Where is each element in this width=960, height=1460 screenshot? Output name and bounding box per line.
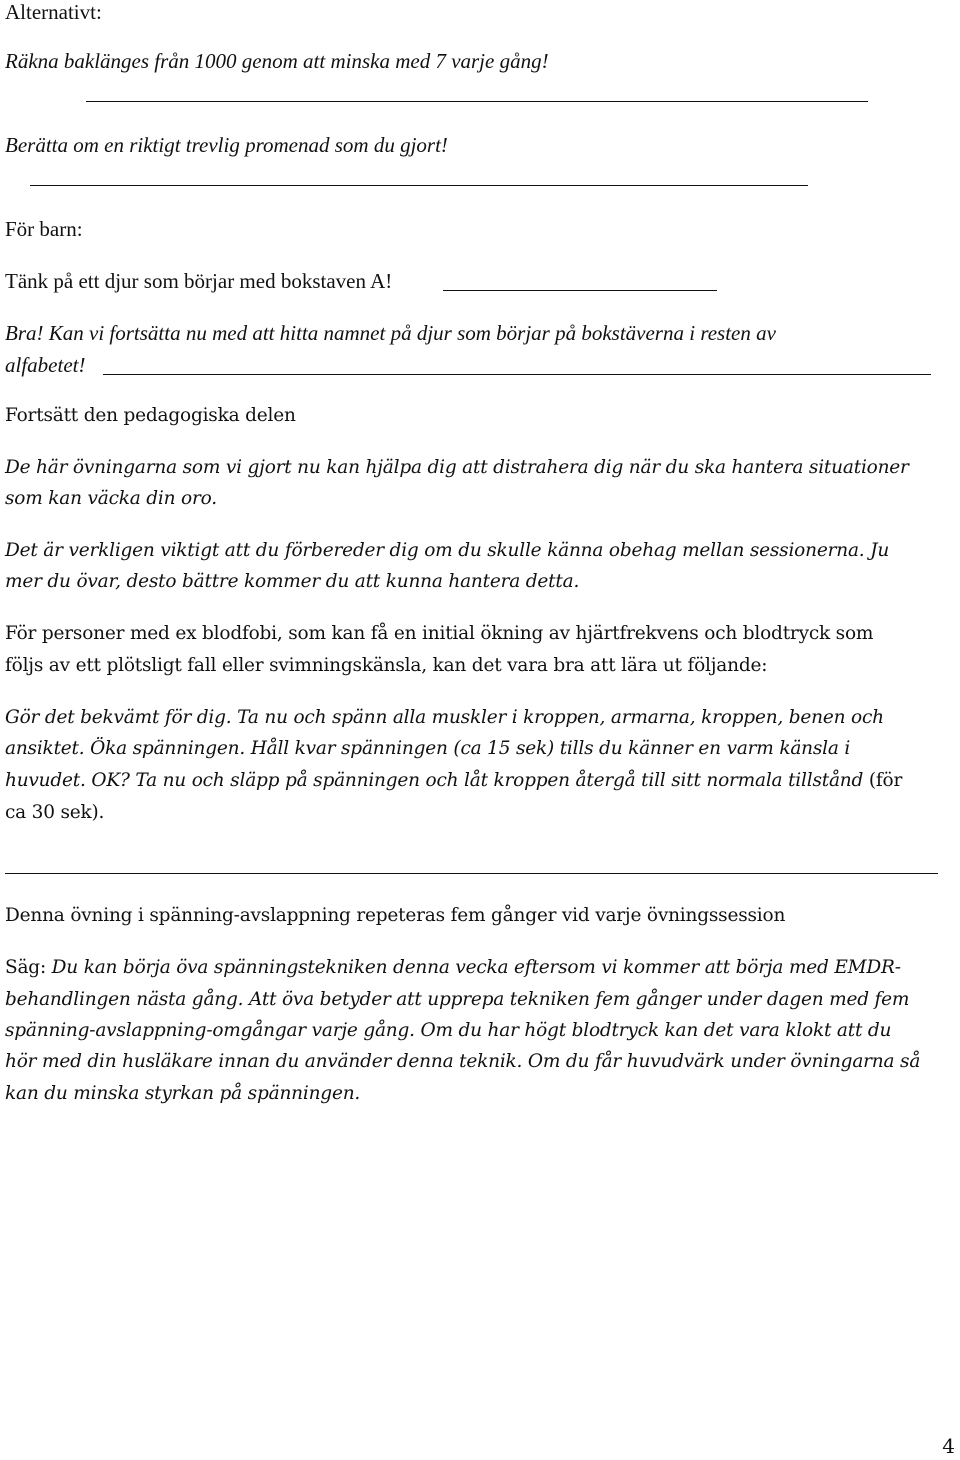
heading-for-barn: För barn: [5,217,83,241]
page-number: 4 [942,1434,955,1458]
say-line2: behandlingen nästa gång. Att öva betyder att upprepa tekniken fem gånger under dagen med fem [5,989,910,1010]
answer-line [443,290,717,291]
say-line1-text: Du kan börja öva spänningstekniken denna vecka eftersom vi kommer att börja med EMDR- [51,957,901,978]
prompt-animal-a: Tänk på ett djur som börjar med bokstaven A! [5,269,393,293]
say-label: Säg: [5,957,52,978]
say-line1 [5,952,901,984]
heading-alternativt: Alternativt: [5,0,102,24]
instruction-tension-line1: Gör det bekvämt för dig. Ta nu och spänn alla muskler i kroppen, armarna, kroppen, benen och [5,707,884,728]
paragraph-bloodphobia-line2: följs av ett plötsligt fall eller svimningskänsla, kan det vara bra att lära ut följande: [5,655,768,676]
say-line3: spänning-avslappning-omgångar varje gång. Om du har högt blodtryck kan det vara klokt att du [5,1020,892,1041]
paragraph-prepare-line1: Det är verkligen viktigt att du förbereder dig om du skulle känna obehag mellan sessionerna. Ju [5,540,890,561]
say-line4: hör med din husläkare innan du använder denna teknik. Om du får huvudvärk under övningarna så [5,1051,921,1072]
section-heading-pedagogical: Fortsätt den pedagogiska delen [5,405,296,426]
instruction-tension-line3-italic: huvudet. OK? Ta nu och släpp på spänningen och låt kroppen återgå till sitt normala tillstånd [5,770,864,791]
instruction-tension-line3 [5,765,902,797]
answer-line [30,185,808,186]
separator-line [5,873,938,874]
paragraph-distract-line2: som kan väcka din oro. [5,488,217,509]
prompt-alphabet-line1: Bra! Kan vi fortsätta nu med att hitta namnet på djur som börjar på bokstäverna i resten av [5,321,776,345]
paragraph-bloodphobia-line1: För personer med ex blodfobi, som kan få en initial ökning av hjärtfrekvens och blodtryck som [5,623,874,644]
prompt-alphabet-line2: alfabetet! [5,353,86,377]
paragraph-repeat: Denna övning i spänning-avslappning repeteras fem gånger vid varje övningssession [5,905,786,926]
instruction-tension-line2: ansiktet. Öka spänningen. Håll kvar spänningen (ca 15 sek) tills du känner en varm känsla i [5,738,851,759]
paragraph-distract-line1: De här övningarna som vi gjort nu kan hjälpa dig att distrahera dig när du ska hantera situationer [5,457,909,478]
answer-line [86,101,868,102]
instruction-tension-line3-rest: (för [863,770,903,791]
paragraph-prepare-line2: mer du övar, desto bättre kommer du att kunna hantera detta. [5,571,580,592]
answer-line [103,374,931,375]
prompt-walk-story: Berätta om en riktigt trevlig promenad som du gjort! [5,133,448,157]
instruction-tension-line4: ca 30 sek). [5,802,105,823]
prompt-count-backwards: Räkna baklänges från 1000 genom att minska med 7 varje gång! [5,49,549,73]
say-line5: kan du minska styrkan på spänningen. [5,1083,361,1104]
